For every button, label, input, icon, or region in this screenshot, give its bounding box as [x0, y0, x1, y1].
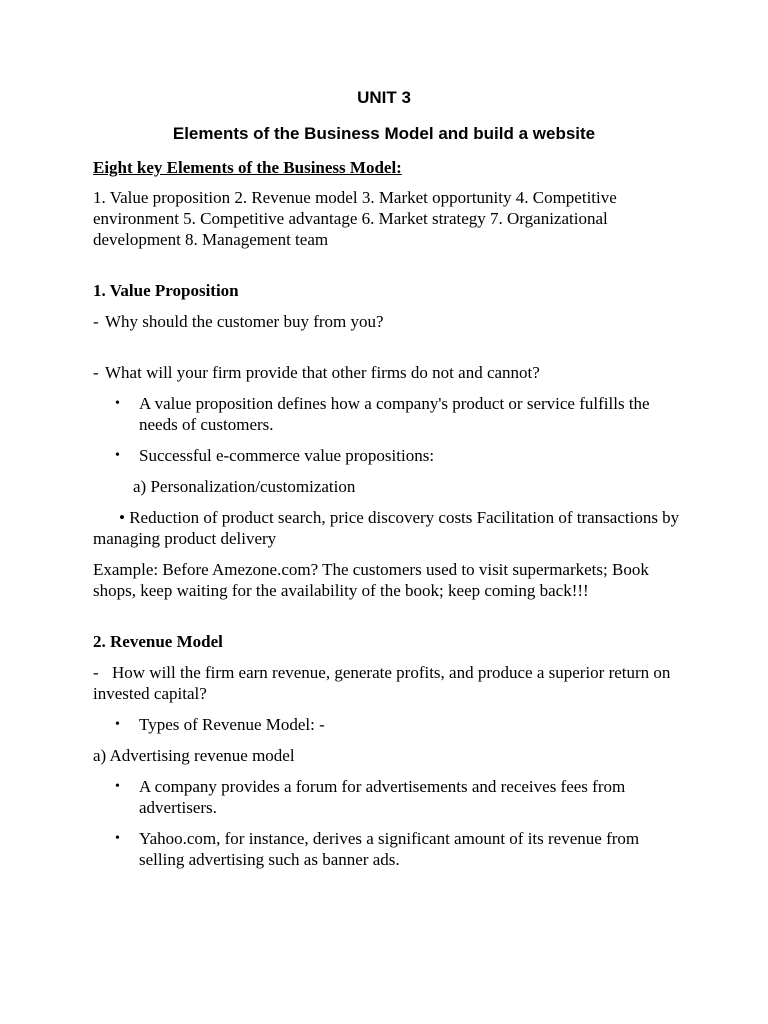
value-question-1-text: Why should the customer buy from you?	[105, 312, 384, 331]
dash-marker: -	[93, 363, 99, 382]
key-elements-heading: Eight key Elements of the Business Model:	[93, 158, 402, 177]
advertising-model-label: a) Advertising revenue model	[93, 746, 295, 765]
value-question-2	[93, 362, 683, 383]
document-body	[93, 157, 683, 880]
revenue-model-heading: 2. Revenue Model	[93, 632, 223, 651]
example-paragraph: Example: Before Amezone.com? The customers used to visit supermarkets; Book shops, keep waiting for the availability of the book; keep coming back!!!	[93, 560, 649, 600]
list-item	[93, 776, 683, 818]
list-item-text: Types of Revenue Model: -	[139, 715, 325, 734]
list-item	[93, 828, 683, 870]
bullet-icon: •	[115, 831, 120, 846]
value-question-2-text: What will your firm provide that other firms do not and cannot?	[105, 363, 540, 382]
key-elements-list: 1. Value proposition 2. Revenue model 3. Market opportunity 4. Competitive environment 5. Competitive advantage 6. Market strategy 7. Organizational development 8. Management team	[93, 188, 617, 249]
list-item	[93, 445, 683, 466]
reduction-paragraph: • Reduction of product search, price discovery costs Facilitation of transactions by managing product delivery	[93, 508, 680, 548]
bullet-icon: •	[115, 396, 120, 411]
list-item-text: Successful e-commerce value propositions:	[139, 446, 435, 465]
value-proposition-heading: 1. Value Proposition	[93, 281, 239, 300]
dash-marker: -	[93, 312, 99, 331]
sub-item-a: a) Personalization/customization	[133, 477, 356, 496]
list-item-text: A value proposition defines how a company's product or service fulfills the needs of customers.	[139, 394, 650, 434]
bullet-icon: •	[115, 717, 120, 732]
dash-marker: -	[93, 663, 99, 682]
bullet-icon: •	[115, 448, 120, 463]
list-item-text: Yahoo.com, for instance, derives a significant amount of its revenue from selling advertising such as banner ads.	[139, 829, 640, 869]
list-item-text: A company provides a forum for advertisements and receives fees from advertisers.	[139, 777, 626, 817]
revenue-question-text: How will the firm earn revenue, generate profits, and produce a superior return on invested capital?	[93, 663, 671, 703]
document-title: Elements of the Business Model and build a website	[172, 124, 596, 143]
value-question-1	[93, 311, 683, 332]
bullet-icon: •	[115, 779, 120, 794]
revenue-question	[93, 662, 683, 704]
list-item	[93, 714, 683, 735]
unit-title: UNIT 3	[357, 88, 411, 107]
list-item	[93, 393, 683, 435]
